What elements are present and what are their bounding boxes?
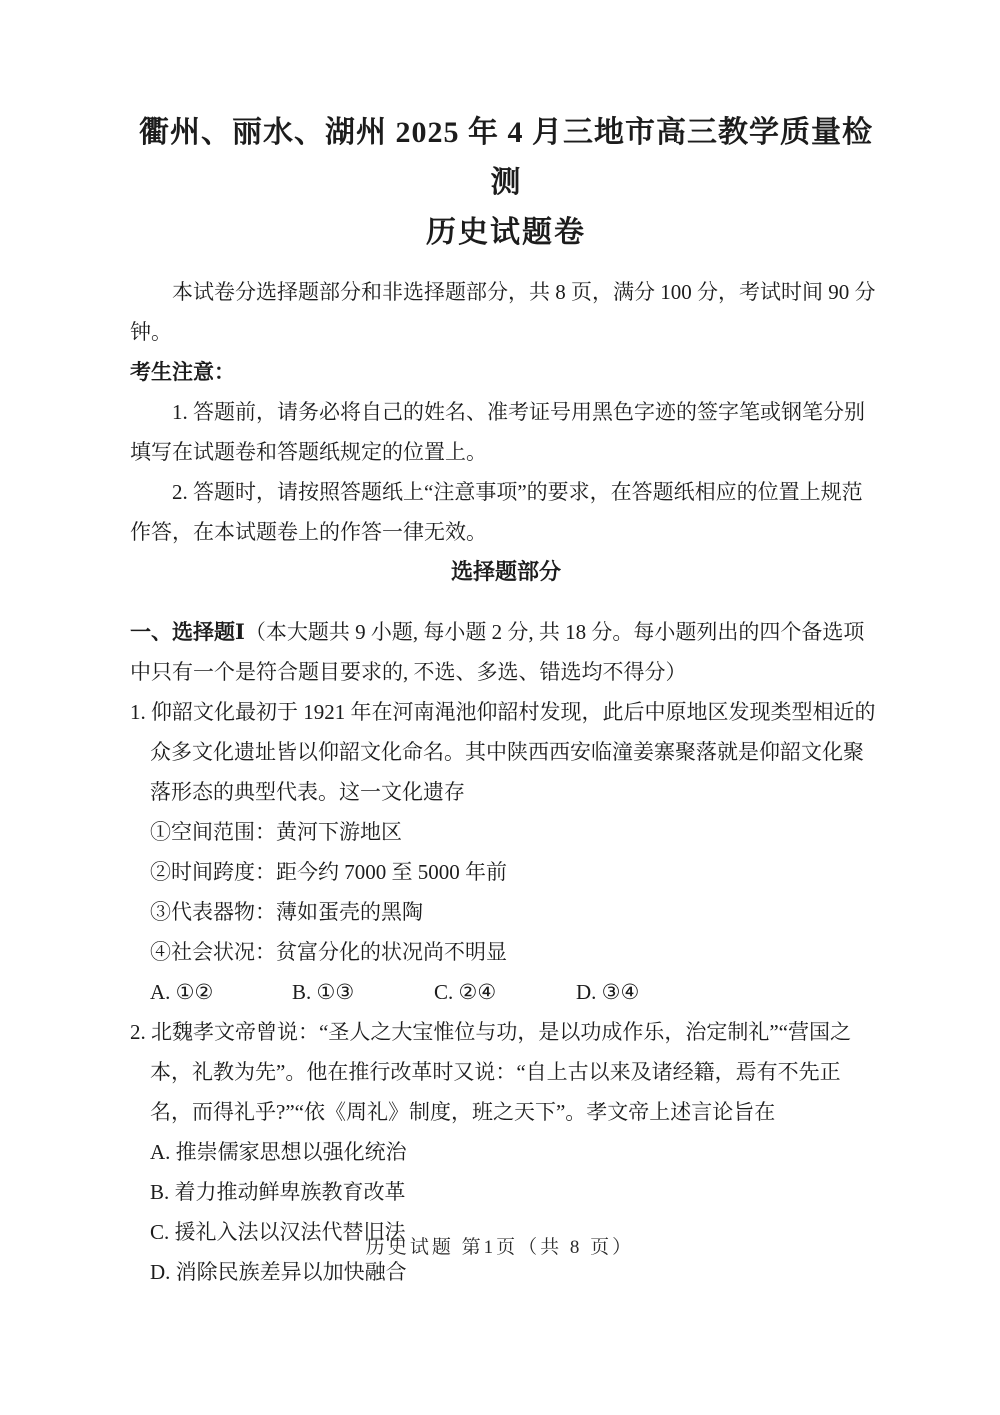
page-footer: 历史试题 第1页（共 8 页） [365,1237,635,1258]
notice-heading: 考生注意： [130,360,235,384]
notice-item-2: 2. 答题时，请按照答题纸上“注意事项”的要求，在答题纸相应的位置上规范作答，在本试题卷上的作答一律无效。 [130,480,863,544]
question-1-option-d: D. ③④ [576,980,640,1004]
notice-item-1: 1. 答题前，请务必将自己的姓名、准考证号用黑色字迹的签字笔或钢笔分别填写在试题卷和答题纸规定的位置上。 [130,400,865,464]
exam-subject-title: 历史试题卷 [426,216,586,249]
question-2-number: 2. [130,1020,146,1044]
part1-label: 一、选择题Ⅰ [130,620,245,644]
question-1-options [130,972,882,1012]
exam-title: 衢州、丽水、湖州 2025 年 4 月三地市高三教学质量检测 [139,116,873,199]
question-1-stem [130,692,882,812]
question-1-option-c: C. ②④ [434,980,497,1004]
question-1-text: 仰韶文化最初于 1921 年在河南渑池仰韶村发现，此后中原地区发现类型相近的众多文化遗址皆以仰韶文化命名。其中陕西西安临潼姜寨聚落就是仰韶文化聚落形态的典型代表。这一文化遗存 [150,700,876,804]
question-1-statement-3: ③代表器物：薄如蛋壳的黑陶 [150,900,423,924]
question-1-statement-2: ②时间跨度：距今约 7000 至 5000 年前 [150,860,507,884]
question-1-option-a: A. ①② [150,980,214,1004]
section-heading: 选择题部分 [450,559,561,584]
question-1-option-b: B. ①③ [292,980,355,1004]
question-1-statement-1: ①空间范围：黄河下游地区 [150,820,402,844]
question-2-option-a: A. 推崇儒家思想以强化统治 [150,1140,407,1164]
part1-description: （本大题共 9 小题, 每小题 2 分, 共 18 分。每小题列出的四个备选项中只有一个是符合题目要求的, 不选、多选、错选均不得分） [130,620,865,684]
question-2-option-b: B. 着力推动鲜卑族教育改革 [150,1180,406,1204]
question-2-stem [130,1012,882,1132]
question-2-option-d: D. 消除民族差异以加快融合 [150,1260,407,1284]
question-2-text: 北魏孝文帝曾说：“圣人之大宝惟位与功，是以功成作乐，治定制礼”“营国之本，礼教为先”。他在推行改革时又说：“自上古以来及诸经籍，焉有不先正名，而得礼乎?”“依《周礼》制度，班之天下”。孝文帝上述言论旨在 [150,1020,851,1124]
question-1-number: 1. [130,700,146,724]
part1-heading [130,612,882,692]
question-1-statement-4: ④社会状况：贫富分化的状况尚不明显 [150,940,507,964]
question-2-option-c: C. 援礼入法以汉法代替旧法 [150,1220,406,1244]
exam-intro: 本试卷分选择题部分和非选择题部分，共 8 页，满分 100 分，考试时间 90 分钟。 [130,280,876,344]
